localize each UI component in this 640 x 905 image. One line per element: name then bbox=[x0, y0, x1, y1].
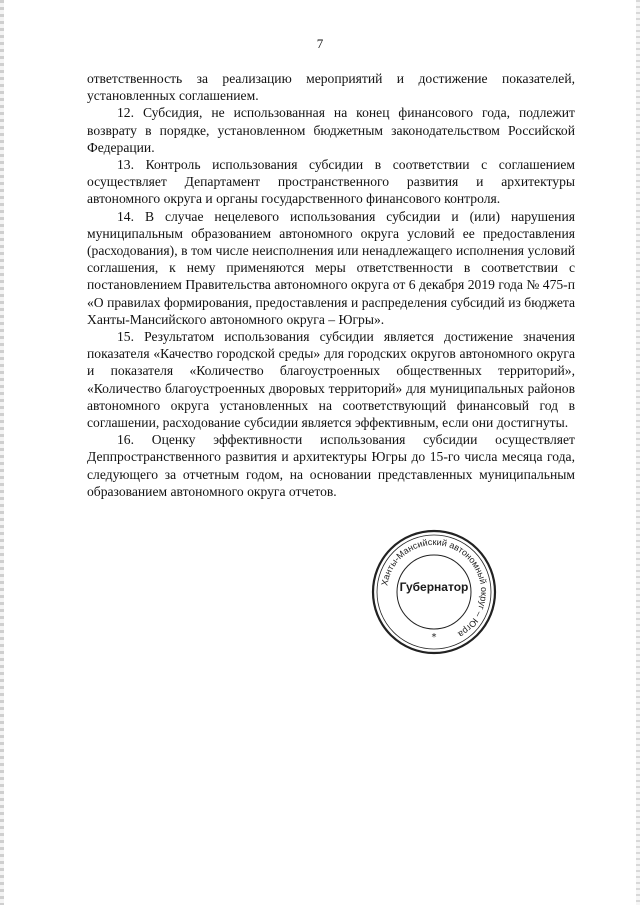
scan-edge-left bbox=[0, 0, 4, 905]
official-seal bbox=[370, 528, 498, 656]
scan-edge-right bbox=[636, 0, 640, 905]
paragraph-12: 12. Субсидия, не использованная на конец финансового года, подлежит возврату в порядке, установленном бюджетным законодательством Российской Федерации. bbox=[87, 105, 575, 155]
seal-star: * bbox=[431, 632, 437, 643]
paragraph-continuation: ответственность за реализацию мероприятий и достижение показателей, установленных соглашением. bbox=[87, 71, 575, 104]
page-number: 7 bbox=[316, 36, 324, 51]
document-body bbox=[87, 70, 575, 500]
paragraph-16: 16. Оценку эффективности использования субсидии осуществляет Деппространственного развития и архитектуры Югры до 15-го числа месяца года, следующего за отчетным годом, на основании представленных муниципальным образованием автономного округа отчетов. bbox=[87, 432, 575, 499]
paragraph-15: 15. Результатом использования субсидии является достижение значения показателя «Качество городской среды» для городских округов автономного округа и показателя «Количество благоустроенных общественных территорий», «Количество благоустроенных дворовых территорий» для муниципальных районов автономного округа установленных на соответствующий финансовый год в соглашении, расходование субсидии является эффективным, если они достигнуты. bbox=[87, 329, 575, 431]
paragraph-13: 13. Контроль использования субсидии в соответствии с соглашением осуществляет Департамент пространственного развития и архитектуры автономного округа и органы государственного финансового контроля. bbox=[87, 157, 575, 207]
paragraph-14: 14. В случае нецелевого использования субсидии и (или) нарушения муниципальным образованием автономного округа условий ее предоставления (расходования), в том числе неисполнения или ненадлежащего исполнения условий соглашения, к нему применяются меры ответственности в соответствии с постановлением Правительства автономного округа от 6 декабря 2019 года № 475-п «О правилах формирования, предоставления и распределения субсидий из бюджета Ханты-Мансийского автономного округа – Югры». bbox=[87, 208, 575, 327]
seal-ring-text: Ханты-Мансийский автономный округ – Югра bbox=[379, 536, 490, 640]
seal-center-text: Губернатор bbox=[399, 580, 469, 594]
